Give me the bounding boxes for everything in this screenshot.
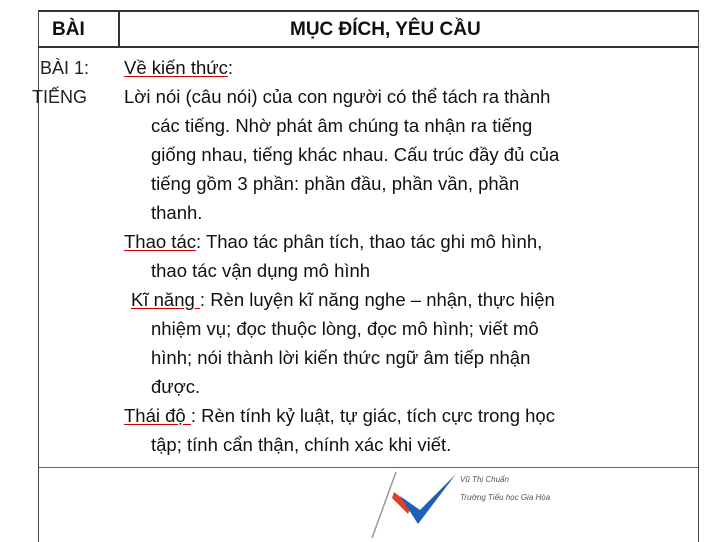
text-line: tiếng gồm 3 phần: phần đầu, phần vần, phần [151,173,520,194]
text-line: hình; nói thành lời kiến thức ngữ âm tiếp nhận [151,347,531,368]
skills-heading: Kĩ năng [131,289,200,310]
text-line: Lời nói (câu nói) của con người có thể tách ra thành [124,86,551,107]
text-line: thao tác vận dụng mô hình [151,260,371,281]
lesson-name: TIẾNG [32,87,88,107]
text-line: : [227,57,234,78]
text-line: được. [151,376,201,397]
text-line: thanh. [151,202,203,223]
lesson-number: BÀI 1: [40,58,90,78]
text-line: giống nhau, tiếng khác nhau. Cấu trúc đầy đủ của [151,144,560,165]
knowledge-heading: Về kiến thức [124,57,228,78]
text-line: : Rèn luyện kĩ năng nghe – nhận, thực hiện [199,289,555,310]
text-line: tập; tính cẩn thận, chính xác khi viết. [151,434,452,455]
header-divider [38,46,698,48]
logo-icon [370,470,460,540]
skills-heading-line [131,285,555,314]
attitude-heading: Thái độ [124,405,191,426]
footer-author: Vũ Thị Chuẩn [460,475,509,484]
logo-slash [372,472,396,538]
column-divider [118,10,120,47]
operations-heading-line [124,227,542,256]
attitude-heading-line [124,401,555,430]
header-objectives: MỤC ĐÍCH, YÊU CẦU [290,19,481,40]
logo-blue-check [400,474,456,524]
operations-heading: Thao tác [124,231,196,252]
text-line: : Thao tác phân tích, thao tác ghi mô hình, [196,231,543,252]
text-line: nhiệm vụ; đọc thuộc lòng, đọc mô hình; viết mô [151,318,539,339]
text-line: : Rèn tính kỷ luật, tự giác, tích cực trong học [190,405,555,426]
text-line: các tiếng. Nhờ phát âm chúng ta nhận ra tiếng [151,115,533,136]
knowledge-heading-line [124,53,233,82]
header-lesson: BÀI [52,19,85,40]
footer-school: Trường Tiểu học Gia Hòa [460,493,551,502]
bottom-divider [38,467,698,468]
